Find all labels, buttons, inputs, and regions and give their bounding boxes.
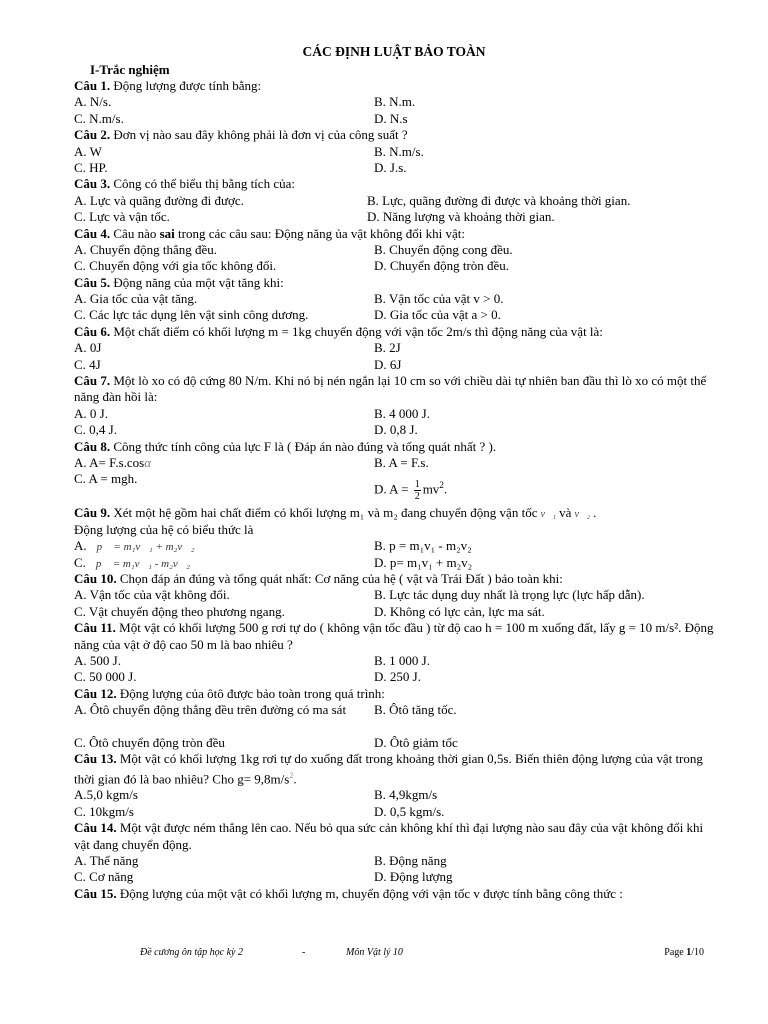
option-d: D. Năng lượng và khoảng thời gian. [367, 209, 555, 225]
option-b: B. Chuyển động cong đều. [374, 241, 513, 257]
question-text-bold: sai [159, 225, 175, 241]
question-label: Câu 9. [74, 505, 111, 521]
option-b: B. 1 000 J. [374, 652, 430, 668]
footer-doc-title: Đề cương ôn tập học kỳ 2 [140, 947, 243, 958]
option-b: B. N.m/s. [374, 143, 424, 159]
superscript: 2 [289, 770, 294, 780]
options-row [74, 455, 714, 471]
option-c: C. Cơ năng [74, 869, 134, 885]
question-11 [74, 620, 714, 653]
option-b: B. Lực, quãng đường đi được và khoảng thời gian. [367, 192, 631, 208]
option-a-text: A. [74, 538, 87, 554]
question-text: Chọn đáp án đúng và tổng quát nhất: Cơ năng của hệ ( vật và Trái Đất ) bảo toàn khi: [116, 570, 563, 586]
question-7 [74, 373, 714, 406]
question-2 [74, 127, 714, 143]
option-b: B. Lực tác dụng duy nhất là trọng lực (lực hấp dẫn). [374, 587, 645, 603]
option-a [74, 538, 374, 554]
formula-c: p⃗ = m₁v⃗₁ - m₂v⃗₂ [95, 557, 191, 570]
fraction-denominator: 2 [414, 491, 420, 503]
option-b: B. 4 000 J. [374, 405, 430, 421]
option-d: D. J.s. [374, 159, 407, 175]
option-a: A.5,0 kgm/s [74, 787, 138, 803]
question-text: Động năng của một vật tăng khi: [110, 274, 284, 290]
options-row [74, 291, 714, 307]
exponent: 2 [439, 480, 444, 491]
options-row [74, 209, 714, 225]
fraction-numerator: 1 [414, 479, 420, 491]
question-text: Công có thể biểu thị bằng tích của: [110, 176, 295, 192]
options-row [74, 669, 714, 685]
option-d: D. 250 J. [374, 669, 421, 685]
question-label: Câu 4. [74, 225, 111, 241]
question-9 [74, 505, 714, 521]
option-a: A. 0 J. [74, 405, 108, 421]
vector-v1: v⃗₁ [540, 509, 557, 521]
options-row [74, 111, 714, 127]
question-label: Câu 13. [74, 751, 117, 767]
options-row [74, 555, 714, 571]
options-row [74, 406, 714, 422]
option-b: B. Ôtô tăng tốc. [374, 702, 457, 718]
option-d: D. Ôtô giảm tốc [374, 734, 458, 750]
question-text: Một vật có khối lượng 500 g rơi tự do ( không vận tốc đầu ) từ độ cao h = 100 m xuống đất, lấy g = 10 m/s². Động năng của vật ở độ cao 50 m là bao nhiêu ? [74, 620, 714, 652]
option-a: A. 0J [74, 340, 102, 356]
options-row [74, 735, 714, 751]
question-15 [74, 886, 714, 902]
options-row [74, 804, 714, 820]
options-row [74, 144, 714, 160]
question-label: Câu 7. [74, 373, 111, 389]
question-8 [74, 439, 714, 455]
page-prefix: Page [664, 947, 687, 958]
question-label: Câu 5. [74, 274, 111, 290]
options-row [74, 307, 714, 323]
question-text: Một vật có khối lượng 1kg rơi tự do xuống đất trong khoảng thời gian 0,5s. Biến thiên động lượng của vật trong thời gian đó là bao nhiêu? Cho g= 9,8m/s [74, 751, 703, 787]
question-10 [74, 571, 714, 587]
options-row [74, 258, 714, 274]
options-row [74, 604, 714, 620]
option-d: D. N.s [374, 110, 408, 126]
question-5 [74, 275, 714, 291]
option-c: C. 4J [74, 356, 101, 372]
option-a: A. Lực và quãng đường đi được. [74, 192, 244, 208]
document-page [74, 42, 714, 902]
option-c: C. 10kgm/s [74, 803, 134, 819]
option-b: B. N.m. [374, 94, 416, 110]
options-row [74, 160, 714, 176]
option-b: B. 4,9kgm/s [374, 787, 438, 803]
options-row [74, 193, 714, 209]
question-4 [74, 226, 714, 242]
question-label: Câu 2. [74, 127, 111, 143]
option-d: D. Không có lực cản, lực ma sát. [374, 603, 545, 619]
question-text-end: . [593, 505, 597, 521]
option-d: D. 0,8 J. [374, 422, 418, 438]
options-row [74, 471, 714, 503]
option-c [74, 555, 374, 571]
question-label: Câu 8. [74, 438, 111, 454]
option-a: A. N/s. [74, 94, 112, 110]
question-text-mid: và [559, 505, 572, 521]
question-text: Đơn vị nào sau đây không phải là đơn vị của công suất ? [110, 127, 408, 143]
option-c: C. Vật chuyển động theo phương ngang. [74, 603, 285, 619]
options-row [74, 653, 714, 669]
option-a: A. Vận tốc của vật không đổi. [74, 587, 230, 603]
option-b: B. Vận tốc của vật v > 0. [374, 291, 504, 307]
question-label: Câu 12. [74, 685, 117, 701]
question-text: Xét một hệ gồm hai chất điểm có khối lượng m₁ và m₂ đang chuyển động vận tốc [110, 505, 538, 521]
question-14 [74, 820, 714, 853]
option-c: C. N.m/s. [74, 110, 124, 126]
options-row [74, 242, 714, 258]
question-text: Một lò xo có độ cứng 80 N/m. Khi nó bị nén ngắn lại 10 cm so với chiều dài tự nhiên ban đầu thì lò xo có một thế năng đàn hồi là: [74, 373, 707, 405]
question-text-post: trong các câu sau: Động năng ủa vật không đổi khi vật: [174, 225, 466, 241]
option-a [74, 455, 374, 471]
option-c-text: C. [74, 554, 86, 570]
option-c: C. 50 000 J. [74, 669, 137, 685]
section-heading: I-Trắc nghiệm [90, 62, 170, 77]
options-row [74, 340, 714, 356]
question-12 [74, 686, 714, 702]
question-text-end: . [293, 771, 297, 787]
option-a: A. Gia tốc của vật tăng. [74, 291, 198, 307]
options-row [74, 702, 714, 735]
footer-subject: Môn Vật lý 10 [346, 947, 403, 958]
question-6 [74, 324, 714, 340]
footer-dash: - [302, 947, 306, 958]
options-row [74, 422, 714, 438]
question-label: Câu 10. [74, 570, 117, 586]
question-label: Câu 6. [74, 323, 111, 339]
options-row [74, 587, 714, 603]
question-text: Động lượng của một vật có khối lượng m, chuyển động với vận tốc v được tính bằng công thức : [116, 885, 623, 901]
question-text: Động lượng của ôtô được bảo toàn trong quá trình: [116, 685, 385, 701]
option-d-tail: mv [422, 481, 440, 497]
option-b: B. 2J [374, 340, 401, 356]
options-row [74, 787, 714, 803]
question-text: Một vật được ném thẳng lên cao. Nếu bỏ qua sức cản không khí thì đại lượng nào sau đây của vật không đổi khi vật đang chuyển động. [74, 820, 704, 852]
question-label: Câu 3. [74, 176, 111, 192]
question-text: Công thức tính công của lực F là ( Đáp án nào đúng và tổng quát nhất ? ). [110, 438, 497, 454]
alpha-symbol: α [144, 455, 152, 471]
option-d: D. 6J [374, 356, 402, 372]
page-total: /10 [691, 947, 704, 958]
options-row [74, 538, 714, 554]
option-a: A. W [74, 143, 102, 159]
option-a: A. 500 J. [74, 652, 121, 668]
option-b: B. Động năng [374, 853, 447, 869]
formula-a: p⃗ = m₁v⃗₁ + m₂v⃗₂ [96, 541, 195, 554]
option-c: C. A = mgh. [74, 471, 138, 487]
question-label: Câu 15. [74, 885, 117, 901]
option-d: D. p= m₁v₁ + m₂v₂ [374, 554, 473, 570]
question-13 [74, 751, 714, 787]
options-row [74, 94, 714, 110]
options-row [74, 853, 714, 869]
question-text-pre: Câu nào [110, 225, 160, 241]
vector-v2: v⃗₂ [574, 509, 591, 521]
question-label: Câu 1. [74, 78, 111, 93]
option-d: D. Động lượng [374, 869, 453, 885]
fraction [414, 479, 421, 502]
option-c: C. Chuyển động với gia tốc không đổi. [74, 258, 277, 274]
option-c: C. HP. [74, 159, 108, 175]
question-1 [74, 78, 714, 94]
question-label: Câu 11. [74, 620, 116, 636]
question-label: Câu 14. [74, 820, 117, 836]
option-d-text: D. A = [374, 481, 412, 497]
option-a: A. Chuyển động thẳng đều. [74, 241, 217, 257]
option-d-end: . [443, 481, 448, 497]
option-c: C. Ôtô chuyển động tròn đều [74, 734, 225, 750]
question-text: Động lượng được tính bằng: [110, 78, 262, 93]
option-d: D. 0,5 kgm/s. [374, 803, 445, 819]
option-a: A. Thế năng [74, 853, 139, 869]
option-c: C. Lực và vận tốc. [74, 209, 170, 225]
question-9-continuation: Động lượng của hệ có biểu thức là [74, 521, 254, 537]
option-d: D. Chuyển động tròn đều. [374, 258, 510, 274]
question-3 [74, 176, 714, 192]
option-d [374, 471, 448, 503]
options-row [74, 357, 714, 373]
question-text: Một chất điểm có khối lượng m = 1kg chuyển động với vận tốc 2m/s thì động năng của vật là: [110, 323, 603, 339]
page-current: 1 [686, 947, 692, 958]
option-b: B. p = m₁v₁ - m₂v₂ [374, 538, 472, 554]
option-a: A. Ôtô chuyển động thẳng đều trên đường có ma sát [74, 702, 347, 718]
option-b: B. A = F.s. [374, 455, 429, 471]
option-c: C. Các lực tác dụng lên vật sinh công dương. [74, 307, 309, 323]
options-row [74, 869, 714, 885]
footer-page-number [664, 947, 704, 958]
document-title: CÁC ĐỊNH LUẬT BẢO TOÀN [302, 44, 486, 59]
option-c: C. 0,4 J. [74, 422, 117, 438]
option-d: D. Gia tốc của vật a > 0. [374, 307, 501, 323]
option-a-text: A. A= F.s.cos [74, 455, 145, 471]
